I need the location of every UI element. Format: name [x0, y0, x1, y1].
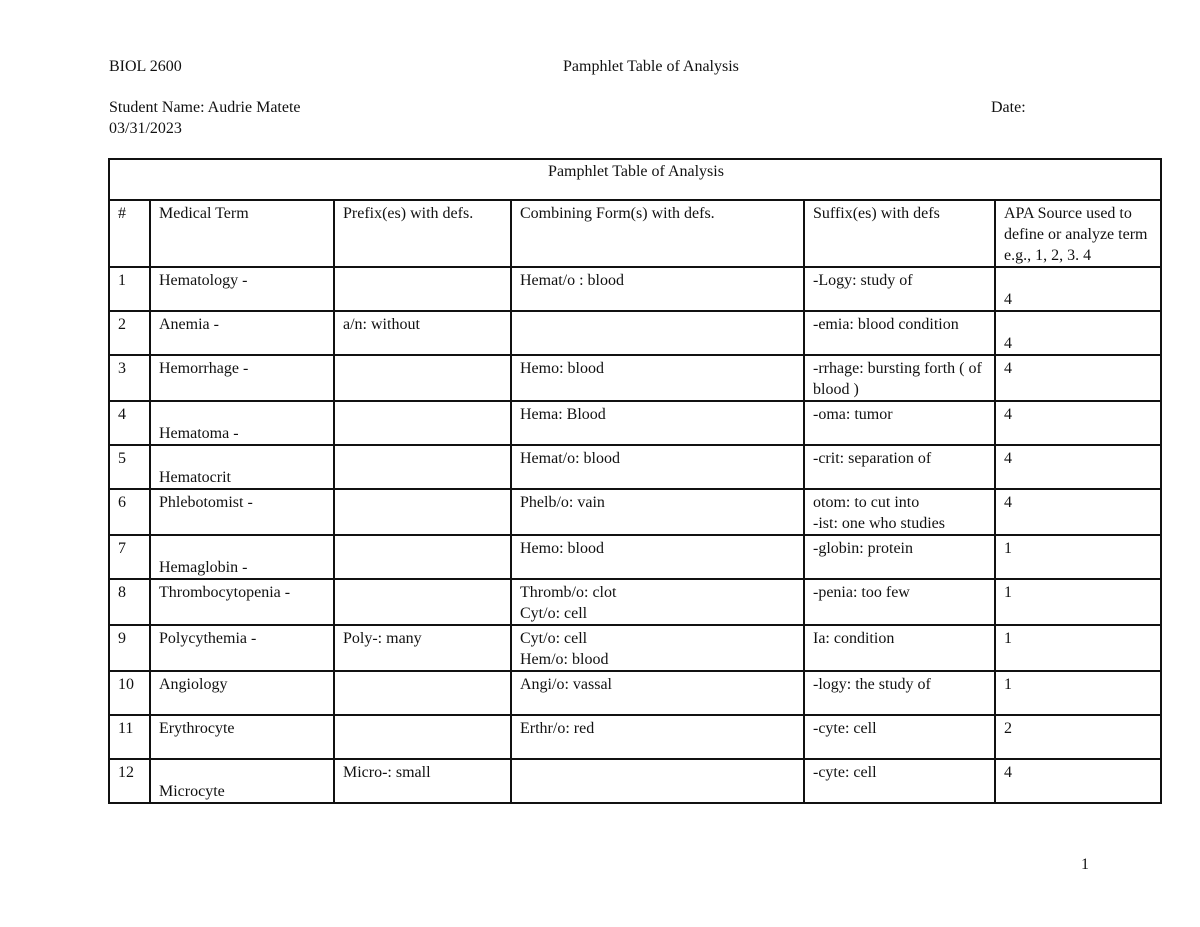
suffix-def — [804, 759, 995, 803]
row-number: 4 — [109, 401, 150, 445]
column-header-combining-form: Combining Form(s) with defs. — [511, 200, 804, 267]
prefix-def — [334, 671, 511, 715]
table-row — [109, 311, 1161, 355]
course-code: BIOL 2600 — [109, 58, 182, 75]
row-number: 1 — [109, 267, 150, 311]
medical-term: Erythrocyte — [150, 715, 334, 759]
combining-form-def — [511, 445, 804, 489]
suffix-def — [804, 401, 995, 445]
row-number: 10 — [109, 671, 150, 715]
row-number: 8 — [109, 579, 150, 625]
table-row — [109, 489, 1161, 535]
row-number: 2 — [109, 311, 150, 355]
combining-form-def-line: Hema: Blood — [520, 406, 606, 423]
combining-form-def-line: Cyt/o: cell — [520, 630, 588, 647]
combining-form-def — [511, 759, 804, 803]
document-title: Pamphlet Table of Analysis — [563, 58, 739, 75]
prefix-def — [334, 267, 511, 311]
suffix-def — [804, 445, 995, 489]
suffix-def-line: -penia: too few — [813, 584, 910, 601]
prefix-def — [334, 355, 511, 401]
table-row — [109, 445, 1161, 489]
combining-form-def — [511, 671, 804, 715]
combining-form-def — [511, 401, 804, 445]
row-number: 3 — [109, 355, 150, 401]
apa-source: 4 — [995, 267, 1161, 311]
column-header-prefix: Prefix(es) with defs. — [334, 200, 511, 267]
combining-form-def — [511, 311, 804, 355]
suffix-def-line: -oma: tumor — [813, 406, 893, 423]
suffix-def-line: -emia: blood condition — [813, 316, 959, 333]
medical-term: Polycythemia - — [150, 625, 334, 671]
apa-source: 4 — [995, 401, 1161, 445]
table-row — [109, 671, 1161, 715]
row-number: 11 — [109, 715, 150, 759]
column-header-number: # — [109, 200, 150, 267]
combining-form-def-line: Hemo: blood — [520, 540, 604, 557]
prefix-def — [334, 445, 511, 489]
analysis-table — [108, 158, 1162, 804]
row-number: 7 — [109, 535, 150, 579]
apa-source: 1 — [995, 625, 1161, 671]
suffix-def — [804, 579, 995, 625]
table-row — [109, 625, 1161, 671]
combining-form-def-line: Angi/o: vassal — [520, 676, 612, 693]
combining-form-def-line: Thromb/o: clot — [520, 584, 617, 601]
apa-source: 4 — [995, 355, 1161, 401]
combining-form-def — [511, 355, 804, 401]
suffix-def — [804, 311, 995, 355]
table-row — [109, 579, 1161, 625]
suffix-def — [804, 355, 995, 401]
combining-form-def-line: Hemat/o : blood — [520, 272, 624, 289]
prefix-def: Micro-: small — [334, 759, 511, 803]
table-row — [109, 759, 1161, 803]
combining-form-def-line: Erthr/o: red — [520, 720, 595, 737]
combining-form-def — [511, 715, 804, 759]
table-body — [109, 159, 1161, 803]
medical-term: Microcyte — [150, 759, 334, 803]
suffix-def-line: -cyte: cell — [813, 764, 877, 781]
table-row — [109, 267, 1161, 311]
row-number: 5 — [109, 445, 150, 489]
suffix-def — [804, 535, 995, 579]
suffix-def-line: -Logy: study of — [813, 272, 913, 289]
medical-term: Anemia - — [150, 311, 334, 355]
page-number: 1 — [1081, 856, 1089, 873]
medical-term: Phlebotomist - — [150, 489, 334, 535]
row-number: 12 — [109, 759, 150, 803]
column-header-suffix: Suffix(es) with defs — [804, 200, 995, 267]
prefix-def — [334, 715, 511, 759]
apa-source: 4 — [995, 489, 1161, 535]
suffix-def — [804, 489, 995, 535]
table-caption-row — [109, 159, 1161, 200]
suffix-def-line: -ist: one who studies — [813, 515, 945, 532]
table-row — [109, 401, 1161, 445]
medical-term: Hematocrit — [150, 445, 334, 489]
suffix-def — [804, 671, 995, 715]
combining-form-def — [511, 535, 804, 579]
combining-form-def — [511, 489, 804, 535]
prefix-def: Poly-: many — [334, 625, 511, 671]
combining-form-def-line: Hemo: blood — [520, 360, 604, 377]
combining-form-def — [511, 267, 804, 311]
date-value: 03/31/2023 — [109, 120, 182, 137]
suffix-def-line: otom: to cut into — [813, 494, 920, 511]
suffix-def-line: -crit: separation of — [813, 450, 932, 467]
table-header-row — [109, 200, 1161, 267]
apa-source: 1 — [995, 579, 1161, 625]
suffix-def-line: -rrhage: bursting forth ( of blood ) — [813, 360, 982, 398]
medical-term: Hematoma - — [150, 401, 334, 445]
apa-source: 2 — [995, 715, 1161, 759]
prefix-def: a/n: without — [334, 311, 511, 355]
apa-source: 1 — [995, 535, 1161, 579]
combining-form-def-line: Hem/o: blood — [520, 651, 609, 668]
row-number: 6 — [109, 489, 150, 535]
combining-form-def — [511, 625, 804, 671]
apa-source: 4 — [995, 311, 1161, 355]
prefix-def — [334, 489, 511, 535]
suffix-def-line: -cyte: cell — [813, 720, 877, 737]
suffix-def — [804, 267, 995, 311]
apa-source: 4 — [995, 759, 1161, 803]
suffix-def-line: -logy: the study of — [813, 676, 931, 693]
column-header-medical-term: Medical Term — [150, 200, 334, 267]
apa-source: 4 — [995, 445, 1161, 489]
medical-term: Angiology — [150, 671, 334, 715]
medical-term: Hemaglobin - — [150, 535, 334, 579]
prefix-def — [334, 401, 511, 445]
table-caption: Pamphlet Table of Analysis — [109, 159, 1161, 200]
prefix-def — [334, 579, 511, 625]
row-number: 9 — [109, 625, 150, 671]
combining-form-def — [511, 579, 804, 625]
combining-form-def-line: Cyt/o: cell — [520, 605, 588, 622]
column-header-apa-source: APA Source used to define or analyze term e.g., 1, 2, 3. 4 — [995, 200, 1161, 267]
student-name: Student Name: Audrie Matete — [109, 99, 301, 116]
suffix-def — [804, 625, 995, 671]
medical-term: Thrombocytopenia - — [150, 579, 334, 625]
suffix-def-line: -globin: protein — [813, 540, 913, 557]
date-label: Date: — [991, 99, 1026, 116]
prefix-def — [334, 535, 511, 579]
combining-form-def-line: Hemat/o: blood — [520, 450, 620, 467]
suffix-def-line: Ia: condition — [813, 630, 895, 647]
combining-form-def-line: Phelb/o: vain — [520, 494, 605, 511]
medical-term: Hematology - — [150, 267, 334, 311]
table-row — [109, 715, 1161, 759]
apa-source: 1 — [995, 671, 1161, 715]
table-row — [109, 535, 1161, 579]
table-row — [109, 355, 1161, 401]
medical-term: Hemorrhage - — [150, 355, 334, 401]
suffix-def — [804, 715, 995, 759]
